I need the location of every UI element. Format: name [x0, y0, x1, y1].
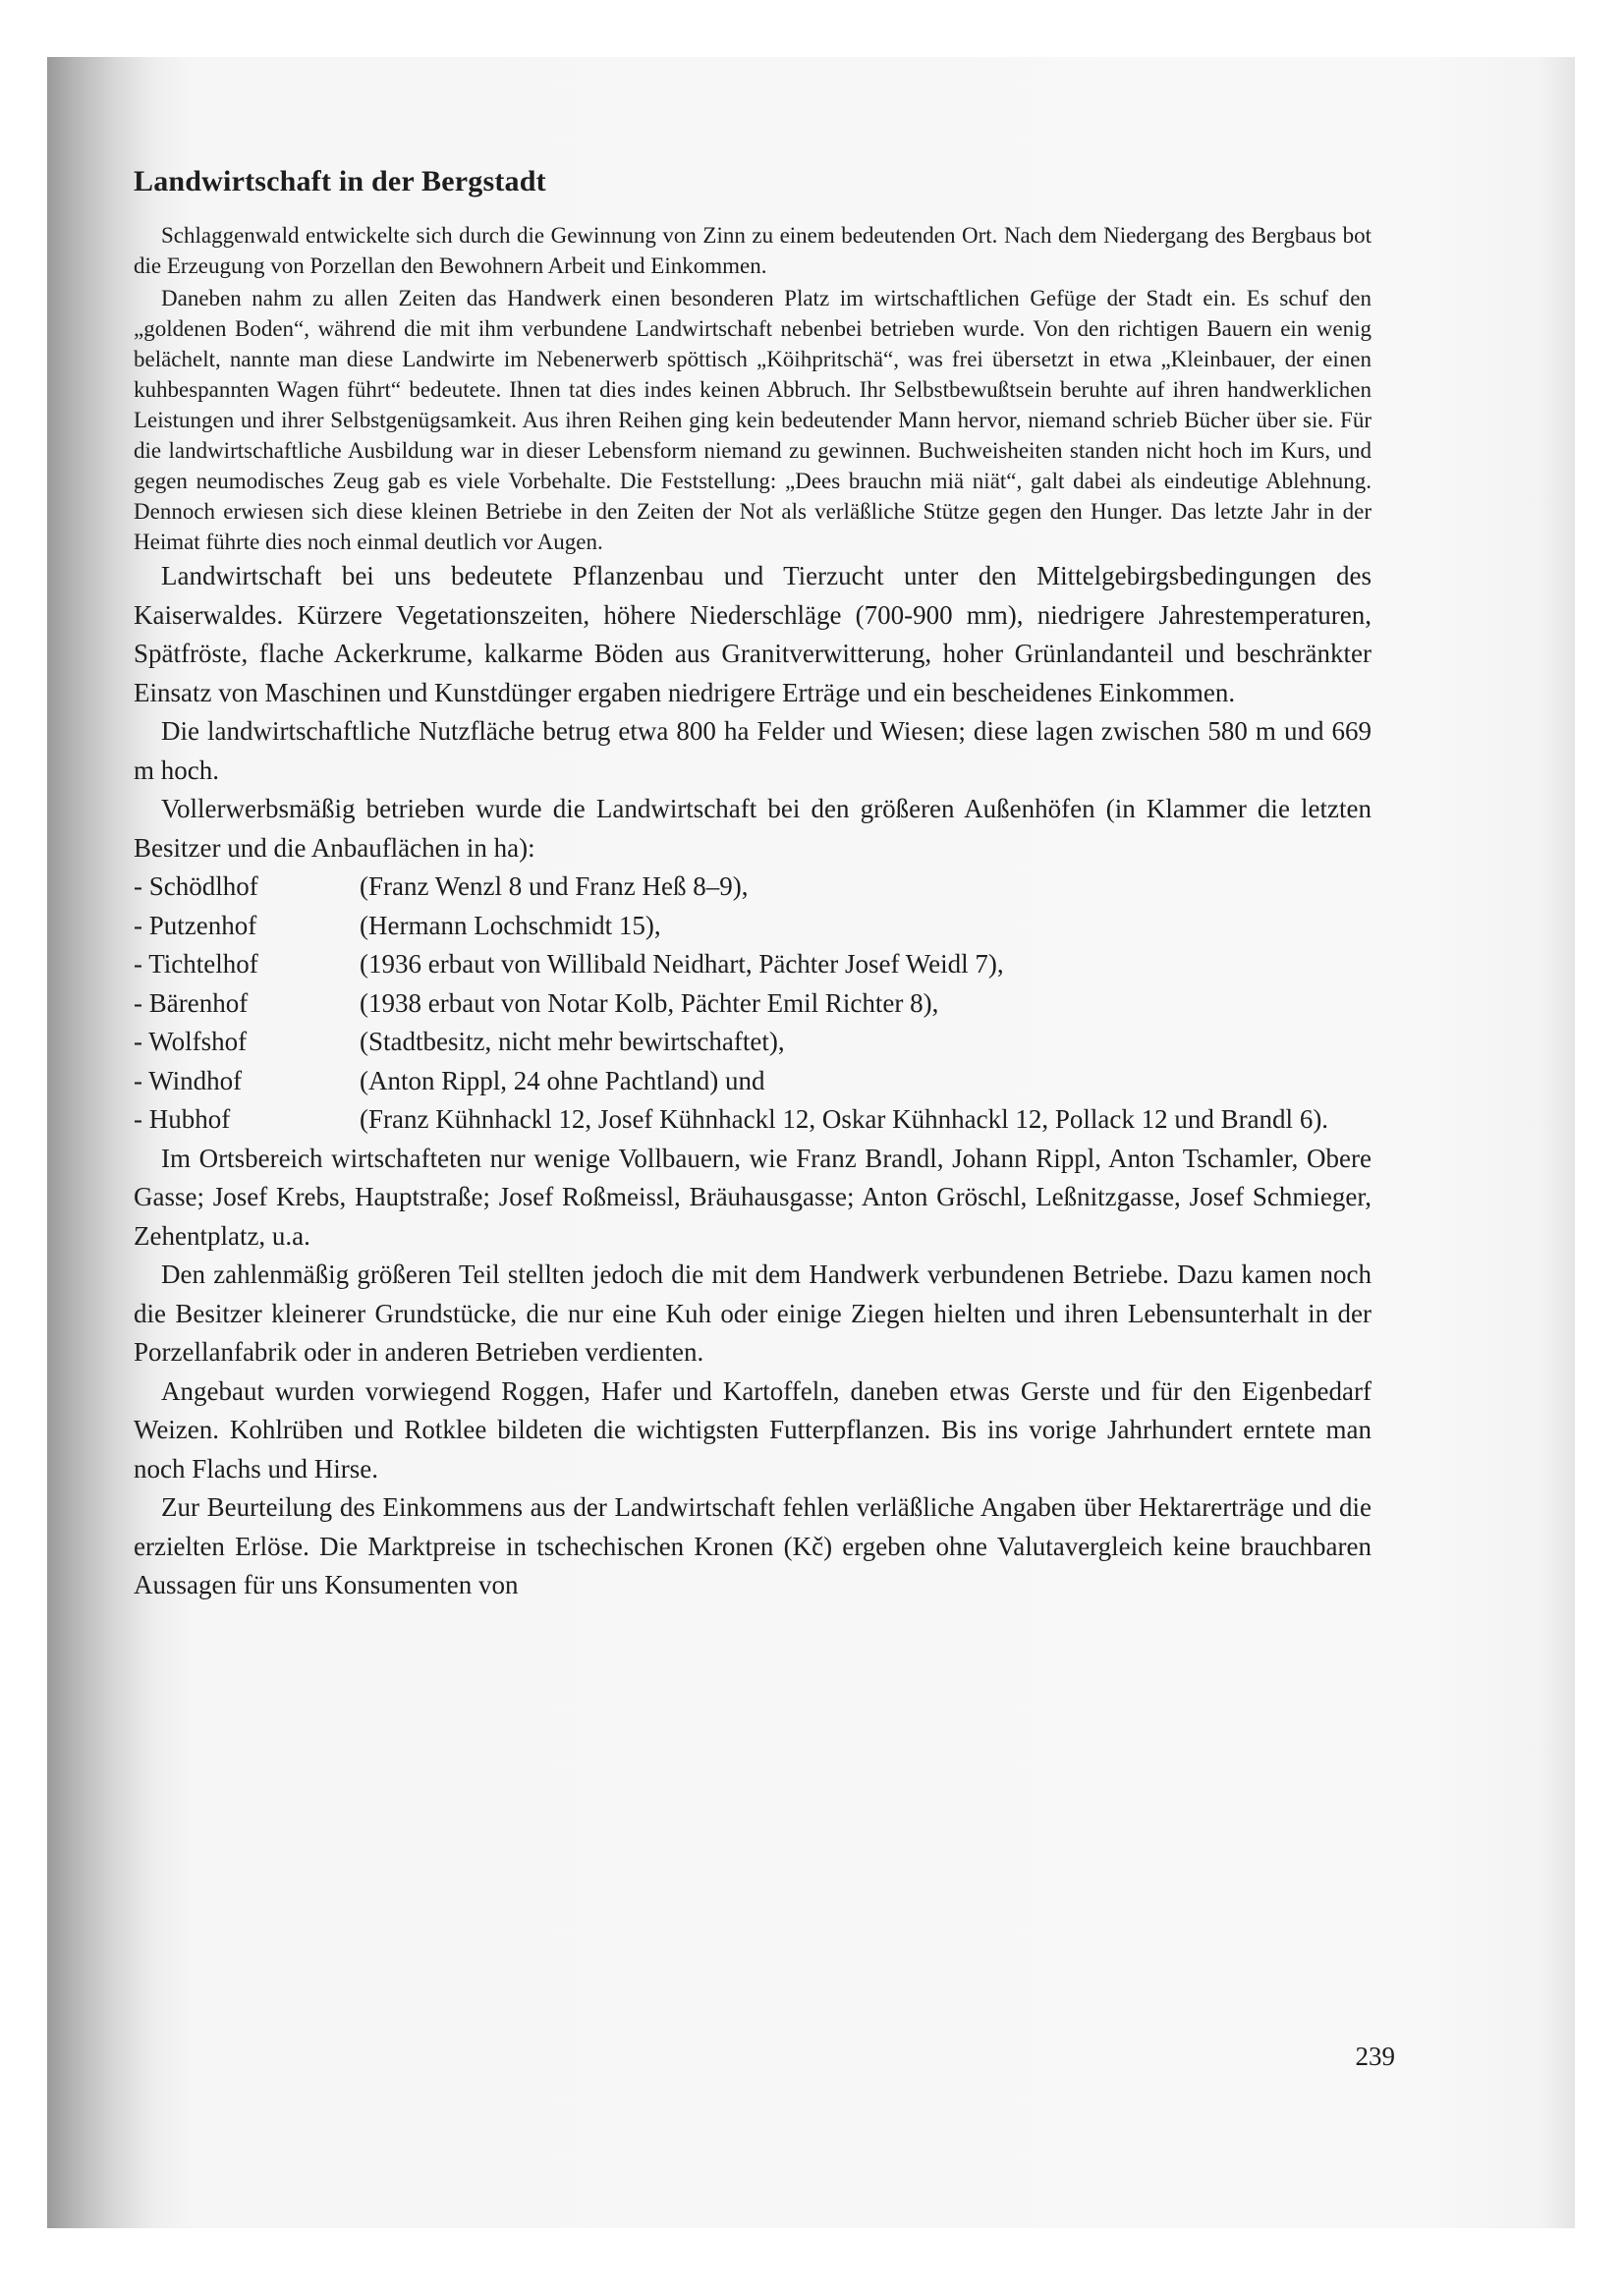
body-paragraph: Landwirtschaft bei uns bedeutete Pflanzenbau und Tierzucht unter den Mittelgebirgsbedingungen des Kaiserwaldes. Kürzere Vegetationszeiten, höhere Niederschläge (700-900 mm), niedrigere Jahrestemperaturen, Spätfröste, flache Ackerkrume, kalkarme Böden aus Granitverwitterung, hoher Grünlandanteil und beschränkter Einsatz von Maschinen und Kunstdünger ergaben niedrigere Erträge und ein bescheidenes Einkommen.	[134, 561, 1372, 707]
body-paragraph: Im Ortsbereich wirtschafteten nur wenige Vollbauern, wie Franz Brandl, Johann Rippl, Anton Tschamler, Obere Gasse; Josef Krebs, Hauptstraße; Josef Roßmeissl, Bräuhausgasse; Anton Gröschl, Leßnitzgasse, Josef Schmieger, Zehentplatz, u.a.	[134, 1143, 1372, 1251]
list-item	[134, 868, 1372, 907]
list-item	[134, 907, 1372, 946]
farm-info: (Franz Kühnhackl 12, Josef Kühnhackl 12, Oskar Kühnhackl 12, Pollack 12 und Brandl 6).	[360, 1104, 1329, 1134]
body-paragraph: Angebaut wurden vorwiegend Roggen, Hafer und Kartoffeln, daneben etwas Gerste und für den Eigenbedarf Weizen. Kohlrüben und Rotklee bildeten die wichtigsten Futterpflanzen. Bis ins vorige Jahrhundert erntete man noch Flachs und Hirse.	[134, 1375, 1372, 1484]
farm-name: - Bärenhof	[134, 987, 249, 1018]
farm-list	[134, 868, 1372, 1140]
body-paragraph: Daneben nahm zu allen Zeiten das Handwerk einen besonderen Platz im wirtschaftlichen Gefüge der Stadt ein. Es schuf den „goldenen Boden“, während die mit ihm verbundene Landwirtschaft nebenbei betrieben wurde. Von den richtigen Bauern ein wenig belächelt, nannte man diese Landwirte im Nebenerwerb spöttisch „Köihpritschä“, was frei übersetzt in etwa „Kleinbauer, der einen kuhbespannten Wagen führt“ bedeutete. Ihnen tat dies indes keinen Abbruch. Ihr Selbstbewußtsein beruhte auf ihren handwerklichen Leistungen und ihrer Selbstgenügsamkeit. Aus ihren Reihen ging kein bedeutender Mann hervor, niemand schrieb Bücher über sie. Für die landwirtschaftliche Ausbildung war in dieser Lebensform niemand zu gewinnen. Buchweisheiten standen nicht hoch im Kurs, und gegen neumodisches Zeug gab es viele Vorbehalte. Die Feststellung: „Dees brauchn miä niät“, galt dabei als eindeutige Ablehnung. Dennoch erwiesen sich diese kleinen Betriebe in den Zeiten der Not als verläßliche Stütze gegen den Hunger. Das letzte Jahr in der Heimat führte dies noch einmal deutlich vor Augen.	[134, 286, 1372, 554]
farm-name: - Schödlhof	[134, 871, 258, 901]
page-content	[134, 165, 1372, 1605]
farm-name: - Hubhof	[134, 1104, 231, 1134]
list-item	[134, 1100, 1372, 1140]
list-item	[134, 1023, 1372, 1062]
body-paragraph: Vollerwerbsmäßig betrieben wurde die Landwirtschaft bei den größeren Außenhöfen (in Klammer die letzten Besitzer und die Anbauflächen in ha):	[134, 794, 1372, 863]
farm-name: - Tichtelhof	[134, 949, 258, 979]
farm-info: (1938 erbaut von Notar Kolb, Pächter Emil Richter 8),	[360, 987, 939, 1018]
list-item	[134, 984, 1372, 1024]
body-paragraph: Zur Beurteilung des Einkommens aus der Landwirtschaft fehlen verläßliche Angaben über Hektarerträge und die erzielten Erlöse. Die Marktpreise in tschechischen Kronen (Kč) ergeben ohne Valutavergleich keine brauchbaren Aussagen für uns Konsumenten von	[134, 1492, 1372, 1599]
farm-info: (Anton Rippl, 24 ohne Pachtland) und	[360, 1065, 765, 1095]
page-number: 239	[1355, 2042, 1395, 2071]
farm-info: (Franz Wenzl 8 und Franz Heß 8–9),	[360, 871, 749, 901]
chapter-title: Landwirtschaft in der Bergstadt	[134, 165, 546, 197]
farm-info: (Hermann Lochschmidt 15),	[360, 910, 661, 940]
farm-name: - Windhof	[134, 1065, 243, 1095]
intro-paragraph: Schlaggenwald entwickelte sich durch die Gewinnung von Zinn zu einem bedeutenden Ort. Nach dem Niedergang des Bergbaus bot die Erzeugung von Porzellan den Bewohnern Arbeit und Einkommen.	[134, 223, 1372, 278]
list-item	[134, 1062, 1372, 1101]
farm-info: (Stadtbesitz, nicht mehr bewirtschaftet),	[360, 1027, 785, 1056]
body-paragraph: Den zahlenmäßig größeren Teil stellten jedoch die mit dem Handwerk verbundenen Betriebe. Dazu kamen noch die Besitzer kleinerer Grundstücke, die nur eine Kuh oder einige Ziegen hielten und ihren Lebensunterhalt in der Porzellanfabrik oder in anderen Betrieben verdienten.	[134, 1260, 1372, 1367]
body-paragraph: Die landwirtschaftliche Nutzfläche betrug etwa 800 ha Felder und Wiesen; diese lagen zwischen 580 m und 669 m hoch.	[134, 716, 1372, 785]
farm-info: (1936 erbaut von Willibald Neidhart, Pächter Josef Weidl 7),	[360, 949, 1004, 979]
list-item	[134, 945, 1372, 984]
farm-name: - Wolfshof	[134, 1027, 248, 1056]
farm-name: - Putzenhof	[134, 910, 257, 940]
